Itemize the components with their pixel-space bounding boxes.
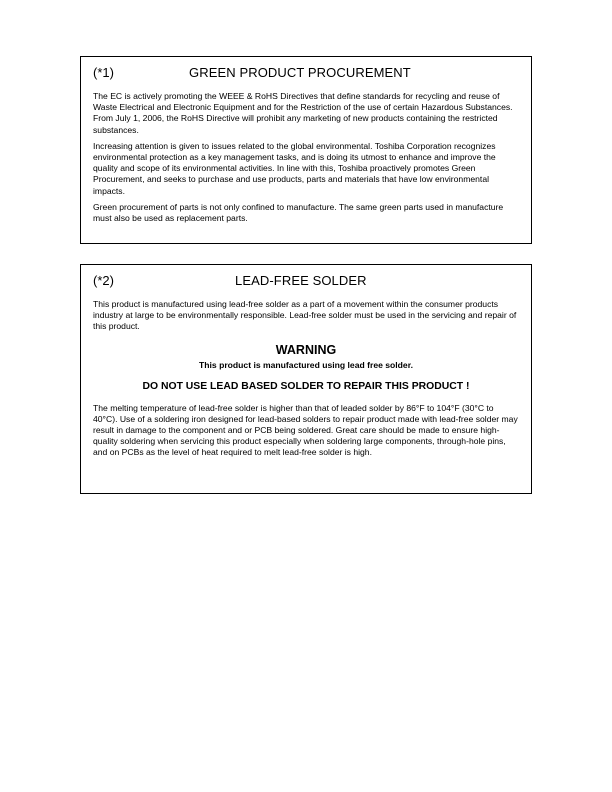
section-number: (*1) (93, 65, 114, 80)
paragraph-weee-rohs: The EC is actively promoting the WEEE & RoHS Directives that define standards for recycling and reuse of Waste Electrical and Electronic Equipment and for the Restriction of the use of certain Hazardous Substances. From July 1, 2006, the RoHS Directive will prohibit any marketing of new products containing the restricted substances. (93, 91, 513, 135)
section-heading (93, 271, 519, 291)
section-number: (*2) (93, 273, 114, 288)
warning-subtitle: This product is manufactured using lead free solder. (199, 359, 413, 370)
lead-free-solder-box (80, 264, 532, 494)
section-heading (93, 63, 519, 83)
paragraph-lead-free-intro: This product is manufactured using lead-free solder as a part of a movement within the consumer products industry at large to be environmentally responsible. Lead-free solder must be used in the servicing and repair of this product. (93, 299, 517, 332)
warning-do-not-use: DO NOT USE LEAD BASED SOLDER TO REPAIR THIS PRODUCT ! (142, 380, 470, 392)
paragraph-melting-temperature: The melting temperature of lead-free solder is higher than that of leaded solder by 86°F to 104°F (30°C to 40°C). Use of a soldering iron designed for lead-based solders to repair product made with lead-free solder may result in damage to the component and or PCB being soldered. Great care should be made to ensure high-quality soldering when servicing this product especially when soldering large components, through-hole pins, and on PCBs as the level of heat required to melt lead-free solder is high. (93, 402, 518, 458)
green-procurement-box (80, 56, 532, 244)
section-title: LEAD-FREE SOLDER (235, 273, 367, 288)
warning-title: WARNING (275, 342, 337, 357)
section-title: GREEN PRODUCT PROCUREMENT (189, 65, 411, 80)
paragraph-toshiba-environment: Increasing attention is given to issues related to the global environmental. Toshiba Corporation recognizes environmental protection as a key management tasks, and is doing its utmost to enhance and improve the quality and scope of its environmental activities. In line with this, Toshiba proactively promotes Green Procurement, and seeks to purchase and use products, parts and materials that have low environmental impacts. (93, 140, 496, 196)
paragraph-replacement-parts: Green procurement of parts is not only confined to manufacture. The same green parts used in manufacture must also be used as replacement parts. (93, 201, 504, 224)
